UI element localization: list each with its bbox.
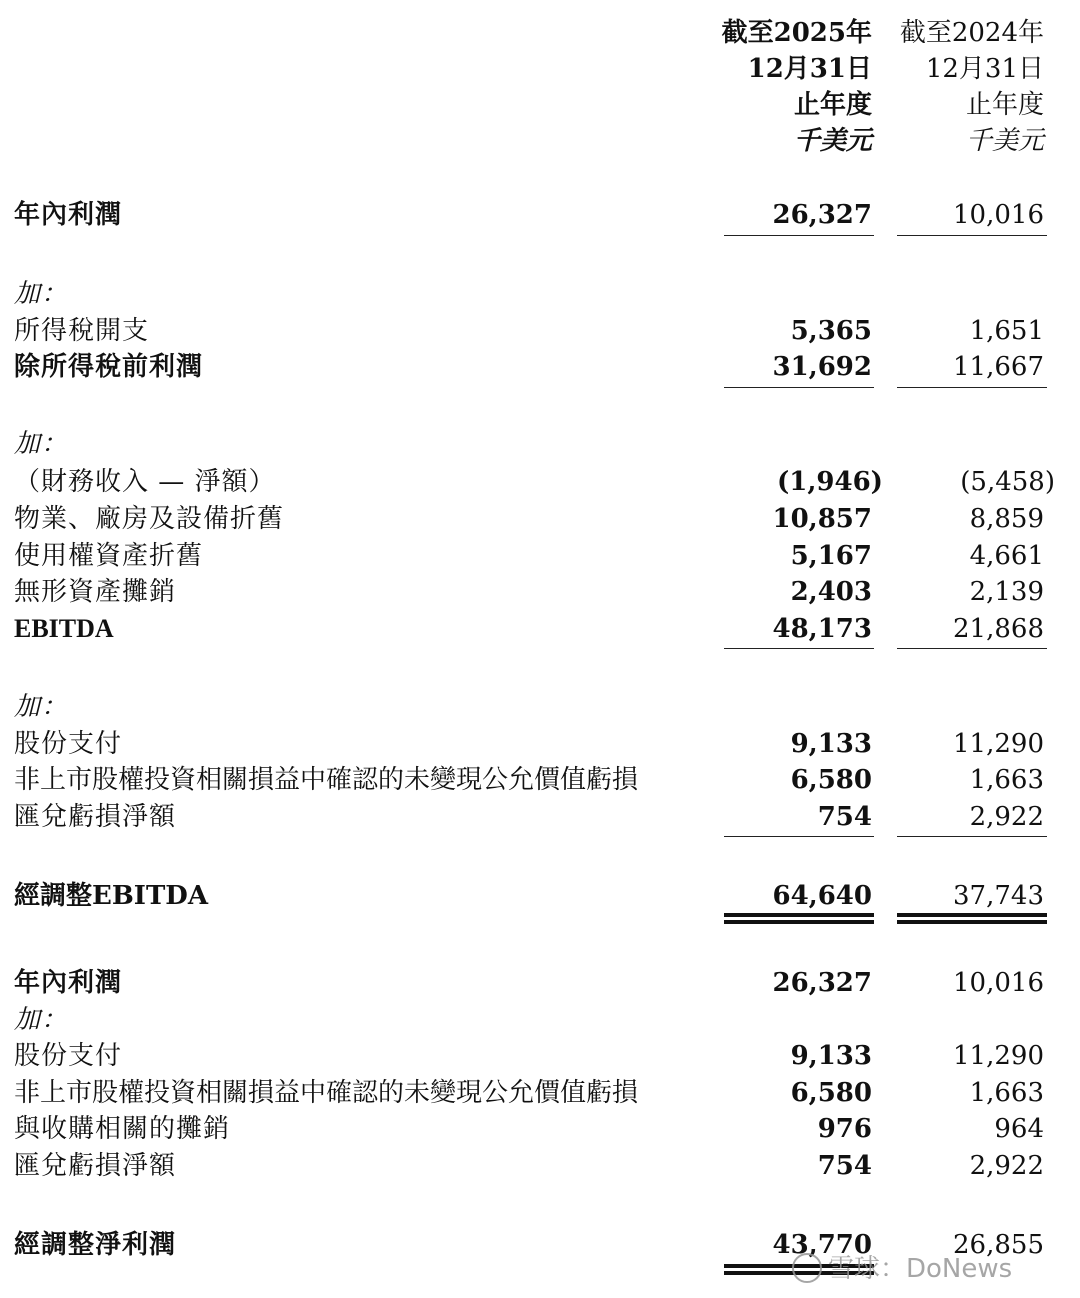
row-label: 股份支付 [14, 729, 123, 759]
value-previous: 11,290 [953, 1041, 1044, 1071]
row-label: 匯兌虧損淨額 [14, 802, 177, 832]
row-label: 非上市股權投資相關損益中確認的未變現公允價值虧損 [14, 765, 639, 795]
row-ppe-depreciation [0, 501, 1080, 537]
double-rule-current-top [724, 913, 874, 917]
row-unrealized-fair-value-loss-2 [0, 1075, 1080, 1111]
rule-current [724, 235, 874, 236]
row-label: 與收購相關的攤銷 [14, 1114, 231, 1144]
value-previous: 21,868 [953, 614, 1044, 644]
value-previous: 2,922 [969, 802, 1044, 832]
value-previous: 1,651 [969, 316, 1044, 346]
value-current: (1,946) [776, 467, 883, 497]
value-previous: 1,663 [969, 1078, 1044, 1108]
row-share-based-payment [0, 726, 1080, 762]
value-current: 6,580 [790, 765, 872, 795]
value-current: 9,133 [790, 729, 872, 759]
row-label: 加： [14, 1005, 69, 1035]
row-label: 年內利潤 [14, 200, 123, 230]
row-label: 使用權資產折舊 [14, 541, 204, 571]
rule-previous [897, 648, 1047, 649]
row-label: （財務收入 — 淨額） [14, 467, 276, 497]
row-label: 匯兌虧損淨額 [14, 1151, 177, 1181]
double-rule-previous-top [897, 913, 1047, 917]
value-current: 2,403 [790, 577, 872, 607]
value-previous: 11,290 [953, 729, 1044, 759]
row-unrealized-fair-value-loss [0, 762, 1080, 798]
row-profit-for-year [0, 197, 1080, 233]
row-share-based-payment-2 [0, 1038, 1080, 1074]
double-rule-current-bottom [724, 920, 874, 924]
value-current: 6,580 [790, 1078, 872, 1108]
row-profit-before-tax [0, 349, 1080, 385]
value-current: 976 [817, 1114, 872, 1144]
row-label: 加： [14, 692, 69, 722]
value-previous: 4,661 [969, 541, 1044, 571]
rule-previous [897, 387, 1047, 388]
value-previous: 8,859 [969, 504, 1044, 534]
value-previous: 1,663 [969, 765, 1044, 795]
value-current: 754 [817, 802, 872, 832]
row-label: 無形資產攤銷 [14, 577, 177, 607]
row-profit-for-year-2 [0, 965, 1080, 1001]
row-add-heading [0, 426, 1080, 462]
row-label: 經調整EBITDA [14, 881, 209, 911]
value-current: 5,365 [790, 316, 872, 346]
value-previous: 37,743 [953, 881, 1044, 911]
value-current: 26,327 [772, 968, 872, 998]
snowball-logo-icon [792, 1253, 822, 1283]
rule-previous [897, 836, 1047, 837]
row-net-exchange-loss-2 [0, 1148, 1080, 1184]
double-rule-previous-bottom [897, 920, 1047, 924]
header-current-unit: 千美元 [793, 126, 872, 156]
value-previous: 10,016 [953, 968, 1044, 998]
value-current: 64,640 [772, 881, 872, 911]
row-add-heading [0, 689, 1080, 725]
row-add-heading [0, 276, 1080, 312]
header-current-line2: 12月31日 [747, 54, 872, 84]
row-income-tax-expense [0, 313, 1080, 349]
header-current-line1: 截至2025年 [721, 18, 872, 48]
row-net-exchange-loss [0, 799, 1080, 835]
row-rou-depreciation [0, 538, 1080, 574]
value-current: 9,133 [790, 1041, 872, 1071]
value-previous: 2,139 [969, 577, 1044, 607]
watermark [792, 1248, 1012, 1285]
value-previous: 964 [994, 1114, 1044, 1144]
value-previous: 26,855 [953, 1230, 1044, 1260]
value-current: 754 [817, 1151, 872, 1181]
header-previous-line3: 止年度 [965, 90, 1044, 120]
row-label: 加： [14, 429, 69, 459]
row-ebitda [0, 611, 1080, 647]
row-label: 經調整淨利潤 [14, 1230, 177, 1260]
value-current: 48,173 [772, 614, 872, 644]
value-current: 5,167 [790, 541, 872, 571]
header-previous-line1: 截至2024年 [899, 18, 1044, 48]
row-add-heading [0, 1002, 1080, 1038]
value-previous: (5,458) [960, 467, 1055, 497]
value-previous: 11,667 [953, 352, 1044, 382]
header-previous-line2: 12月31日 [925, 54, 1044, 84]
row-label: 物業、廠房及設備折舊 [14, 504, 285, 534]
row-label: 所得稅開支 [14, 316, 150, 346]
header-current-line3: 止年度 [793, 90, 872, 120]
row-label: 股份支付 [14, 1041, 123, 1071]
value-previous: 2,922 [969, 1151, 1044, 1181]
watermark-text: 雪球：DoNews [828, 1254, 1013, 1284]
row-label: 加： [14, 279, 69, 309]
rule-previous [897, 235, 1047, 236]
value-previous: 10,016 [953, 200, 1044, 230]
rule-current [724, 836, 874, 837]
row-label: EBITDA [14, 614, 114, 643]
header-previous-unit: 千美元 [965, 126, 1044, 156]
value-current: 26,327 [772, 200, 872, 230]
value-current: 10,857 [772, 504, 872, 534]
row-label: 除所得稅前利潤 [14, 352, 204, 382]
row-acquisition-amortization [0, 1111, 1080, 1147]
value-current: 43,770 [772, 1230, 872, 1260]
value-current: 31,692 [772, 352, 872, 382]
row-label: 年內利潤 [14, 968, 123, 998]
rule-current [724, 648, 874, 649]
row-finance-income-net [0, 464, 1080, 500]
rule-current [724, 387, 874, 388]
row-label: 非上市股權投資相關損益中確認的未變現公允價值虧損 [14, 1078, 639, 1108]
row-adjusted-ebitda [0, 878, 1080, 914]
row-intangible-amortization [0, 574, 1080, 610]
